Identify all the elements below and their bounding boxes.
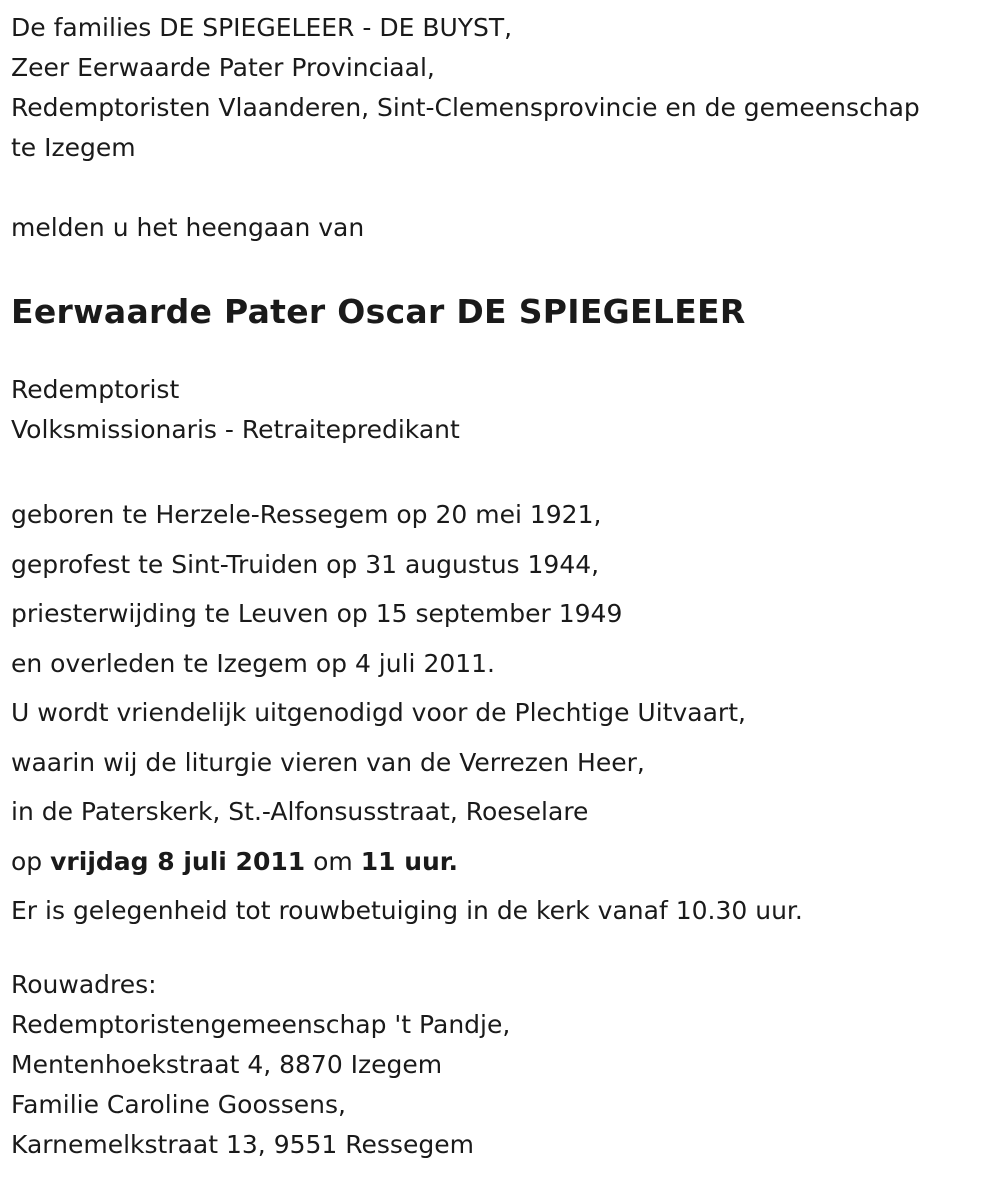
death-line: en overleden te Izegem op 4 juli 2011. <box>11 648 496 678</box>
congregation-line: Redemptoristen Vlaanderen, Sint-Clemensprovincie en de gemeenschap <box>11 93 920 122</box>
role-line: Redemptorist <box>11 375 180 404</box>
profession-line: geprofest te Sint-Truiden op 31 augustus 1944, <box>11 549 600 579</box>
condolence-line: Er is gelegenheid tot rouwbetuiging in de kerk vanaf 10.30 uur. <box>11 896 803 925</box>
address-line: Redemptoristengemeenschap 't Pandje, <box>11 1009 511 1039</box>
church-location-line: in de Paterskerk, St.-Alfonsusstraat, Roeselare <box>11 797 589 826</box>
death-notice <box>11 8 991 1165</box>
service-datetime-line <box>11 837 991 887</box>
announcement-text: melden u het heengaan van <box>11 213 365 242</box>
address-line: Familie Caroline Goossens, <box>11 1089 346 1119</box>
ordination-line: priesterwijding te Leuven op 15 september 1949 <box>11 599 623 628</box>
invitation-line: U wordt vriendelijk uitgenodigd voor de Plechtige Uitvaart, <box>11 698 746 727</box>
life-facts-and-funeral <box>11 490 991 936</box>
role-line: Volksmissionaris - Retraitepredikant <box>11 415 460 444</box>
roles <box>11 370 991 450</box>
community-line: te Izegem <box>11 133 136 162</box>
mourning-address <box>11 965 991 1165</box>
service-prefix: op <box>11 846 51 876</box>
liturgy-line: waarin wij de liturgie vieren van de Verrezen Heer, <box>11 747 645 777</box>
address-line: Mentenhoekstraat 4, 8870 Izegem <box>11 1049 443 1079</box>
deceased-name: Eerwaarde Pater Oscar DE SPIEGELEER <box>11 292 746 331</box>
address-line: Karnemelkstraat 13, 9551 Ressegem <box>11 1129 474 1159</box>
birth-line: geboren te Herzele-Ressegem op 20 mei 1921, <box>11 500 602 529</box>
service-middle: om <box>305 846 361 876</box>
service-date: vrijdag 8 juli 2011 <box>50 846 306 876</box>
provincial-line: Zeer Eerwaarde Pater Provinciaal, <box>11 53 435 82</box>
families-line: De families DE SPIEGELEER - DE BUYST, <box>11 13 513 42</box>
service-time: 11 uur. <box>360 846 459 876</box>
announcing-families <box>11 8 991 168</box>
address-heading: Rouwadres: <box>11 969 157 999</box>
